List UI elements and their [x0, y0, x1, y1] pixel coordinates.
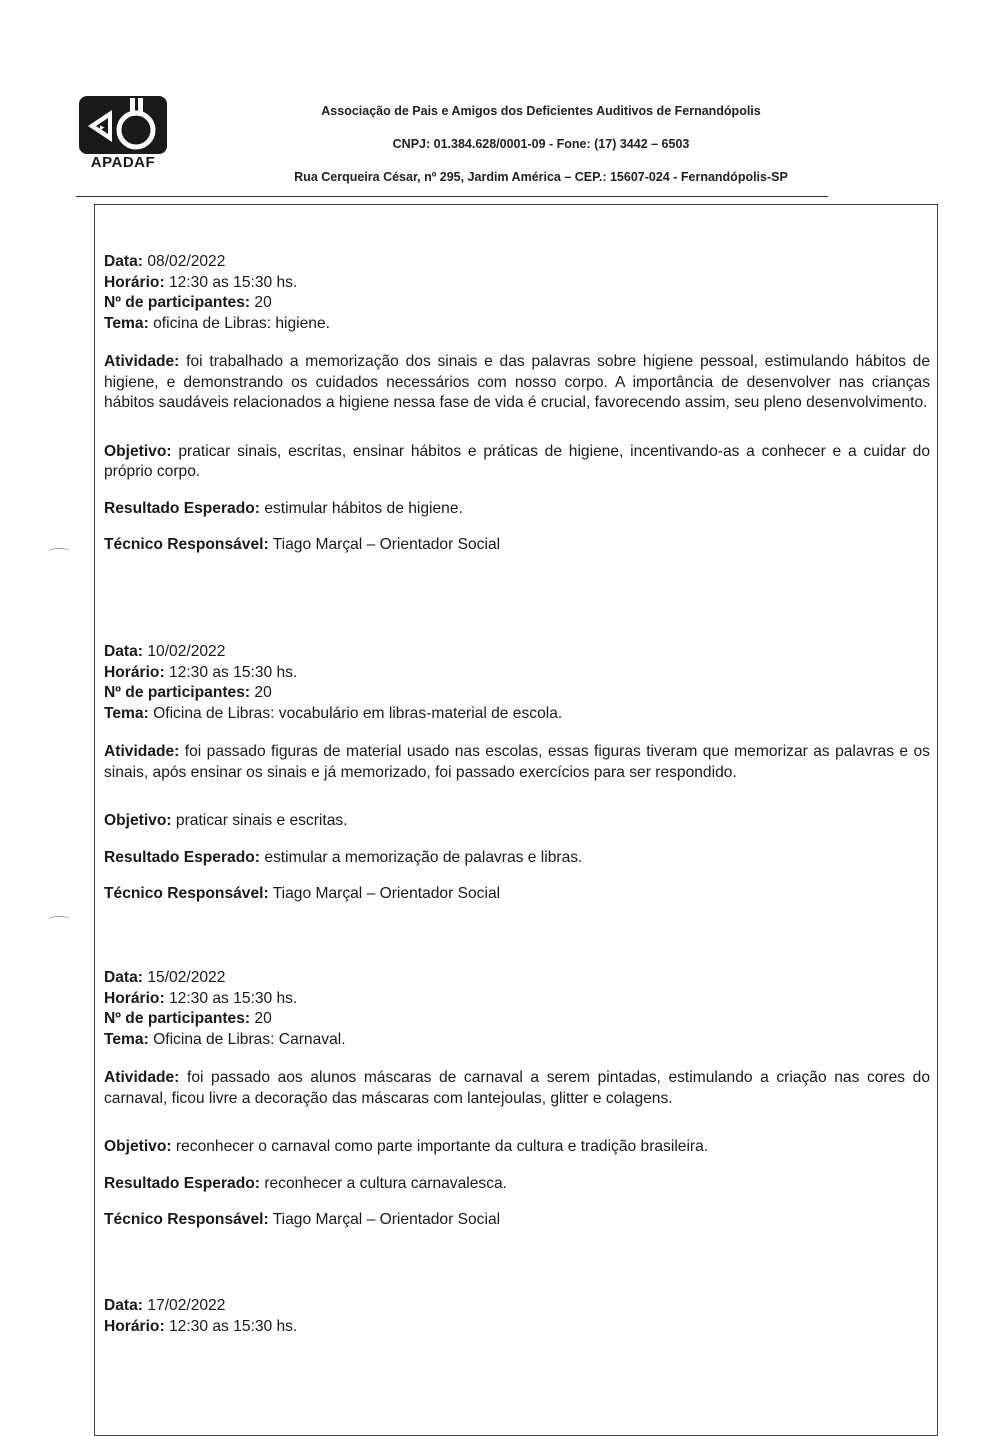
entry-time: Horário: 12:30 as 15:30 hs. — [104, 1317, 298, 1335]
entry-theme: Tema: Oficina de Libras: vocabulário em libras-material de escola. — [104, 704, 563, 722]
cnpj-phone: CNPJ: 01.384.628/0001-09 - Fone: (17) 3442 – 6503 — [392, 137, 690, 151]
entry-expected-result: Resultado Esperado: estimular hábitos de higiene. — [104, 499, 463, 517]
entry-technician: Técnico Responsável: Tiago Marçal – Orientador Social — [104, 885, 501, 902]
header-divider — [76, 196, 828, 197]
report-entry — [104, 1296, 930, 1337]
entry-date: Data: 08/02/2022 — [104, 253, 226, 270]
entry-theme: Tema: Oficina de Libras: Carnaval. — [104, 1030, 346, 1048]
entry-activity: Atividade: foi passado figuras de material usado nas escolas, essas figuras tiveram que memorizar as palavras e os sinais, após ensinar os sinais e já memorizado, foi passado exercícios para ser respondido. — [104, 743, 930, 781]
entry-date: Data: 10/02/2022 — [104, 643, 226, 660]
entry-date: Data: 15/02/2022 — [104, 969, 226, 986]
address: Rua Cerqueira César, nº 295, Jardim América – CEP.: 15607-024 - Fernandópolis-SP — [294, 170, 788, 184]
entry-technician: Técnico Responsável: Tiago Marçal – Orientador Social — [104, 536, 501, 553]
report-entry — [104, 252, 930, 556]
margin-mark — [48, 916, 70, 923]
entry-date: Data: 17/02/2022 — [104, 1297, 226, 1314]
entry-time: Horário: 12:30 as 15:30 hs. — [104, 663, 298, 681]
entry-expected-result: Resultado Esperado: estimular a memorização de palavras e libras. — [104, 848, 583, 866]
org-name: Associação de Pais e Amigos dos Deficientes Auditivos de Fernandópolis — [321, 104, 761, 118]
svg-text:▸: ▸ — [100, 122, 105, 132]
entry-participants: Nº de participantes: 20 — [104, 684, 272, 701]
entry-objective: Objetivo: praticar sinais e escritas. — [104, 812, 348, 829]
entry-participants: Nº de participantes: 20 — [104, 1010, 272, 1027]
entry-technician: Técnico Responsável: Tiago Marçal – Orientador Social — [104, 1211, 501, 1228]
entry-time: Horário: 12:30 as 15:30 hs. — [104, 989, 298, 1007]
entry-time: Horário: 12:30 as 15:30 hs. — [104, 273, 298, 291]
entry-objective: Objetivo: praticar sinais, escritas, ensinar hábitos e práticas de higiene, incentivando-as a conhecer e a cuidar do próprio corpo. — [104, 442, 930, 480]
logo-text: APADAF — [90, 154, 156, 171]
entry-theme: Tema: oficina de Libras: higiene. — [104, 314, 330, 332]
entry-activity: Atividade: foi trabalhado a memorização dos sinais e das palavras sobre higiene pessoal, estimulando hábitos de higiene, e demonstrando os cuidados necessários com nosso corpo. A importância de desenvolver nas crianças hábitos saudáveis relacionados a higiene nessa fase de vida é crucial, favorecendo assim, seu pleno desenvolvimento. — [104, 353, 930, 411]
report-entry — [104, 968, 930, 1231]
margin-mark — [48, 548, 70, 555]
entry-activity: Atividade: foi passado aos alunos máscaras de carnaval a serem pintadas, estimulando a criação nas cores do carnaval, ficou livre a decoração das máscaras com lantejoulas, glitter e colagens. — [104, 1069, 931, 1107]
entry-objective: Objetivo: reconhecer o carnaval como parte importante da cultura e tradição brasileira. — [104, 1138, 709, 1155]
entry-expected-result: Resultado Esperado: reconhecer a cultura carnavalesca. — [104, 1174, 508, 1192]
entry-participants: Nº de participantes: 20 — [104, 294, 272, 311]
report-entry — [104, 642, 930, 905]
